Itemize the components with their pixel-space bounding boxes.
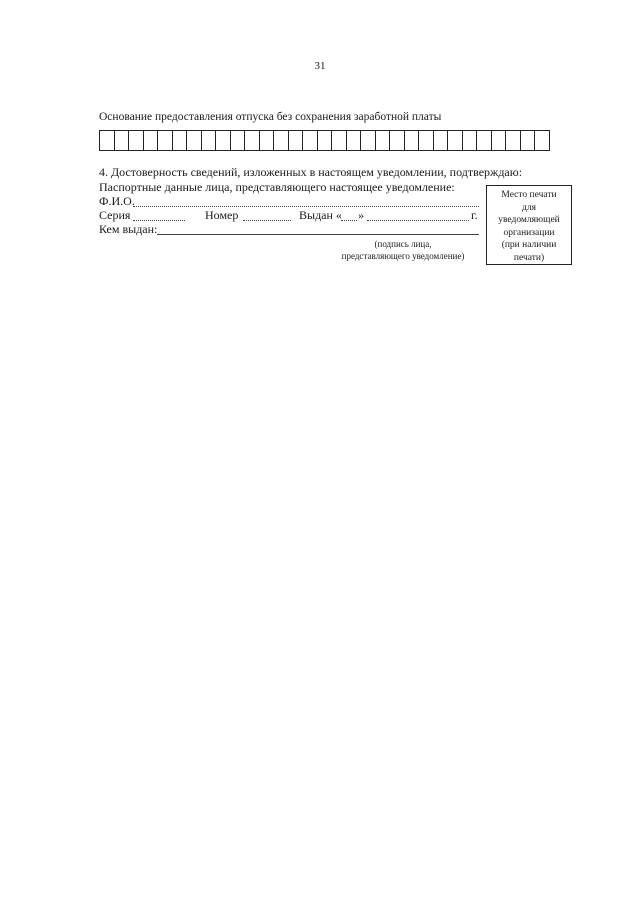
issued-by-label: Кем выдан: [99, 222, 158, 236]
passport-data-label: Паспортные данные лица, представляющего настоящее уведомление: [99, 180, 455, 194]
stamp-line2: для [522, 202, 536, 213]
stamp-line6: печати) [513, 252, 545, 263]
leave-basis-cell[interactable] [347, 130, 362, 151]
leave-basis-cell[interactable] [405, 130, 420, 151]
leave-basis-cell[interactable] [390, 130, 405, 151]
quote-close: » [358, 208, 364, 222]
leave-basis-cell[interactable] [144, 130, 159, 151]
leave-basis-cell[interactable] [419, 130, 434, 151]
issued-by-field[interactable] [99, 222, 479, 238]
leave-basis-label: Основание предоставления отпуска без сохранения заработной платы [99, 111, 442, 123]
leave-basis-cell[interactable] [361, 130, 376, 151]
leave-basis-cell[interactable] [260, 130, 275, 151]
leave-basis-cell[interactable] [506, 130, 521, 151]
leave-basis-cell[interactable] [303, 130, 318, 151]
leave-basis-cell[interactable] [245, 130, 260, 151]
leave-basis-cell[interactable] [158, 130, 173, 151]
leave-basis-cell[interactable] [492, 130, 507, 151]
leave-basis-cell[interactable] [463, 130, 478, 151]
leave-basis-cell[interactable] [332, 130, 347, 151]
issued-month-line[interactable] [367, 220, 469, 221]
signature-caption [320, 238, 486, 262]
stamp-line4: организации [503, 227, 555, 238]
leave-basis-cell[interactable] [318, 130, 333, 151]
page-number: 31 [314, 60, 326, 72]
leave-basis-cell[interactable] [115, 130, 130, 151]
leave-basis-cell[interactable] [477, 130, 492, 151]
fio-label: Ф.И.О. [99, 194, 135, 208]
leave-basis-cell[interactable] [274, 130, 289, 151]
signature-caption-line1: (подпись лица, [374, 239, 432, 249]
number-line[interactable] [243, 220, 291, 221]
stamp-line1: Место печати [501, 190, 557, 200]
leave-basis-cell[interactable] [376, 130, 391, 151]
year-suffix: г. [471, 208, 478, 222]
leave-basis-cell[interactable] [129, 130, 144, 151]
leave-basis-cell[interactable] [202, 130, 217, 151]
section-4-heading: 4. Достоверность сведений, изложенных в настоящем уведомлении, подтверждаю: [99, 165, 523, 179]
series-label: Серия [99, 208, 131, 222]
number-label: Номер [205, 208, 239, 222]
leave-basis-cell[interactable] [100, 130, 115, 151]
leave-basis-cells[interactable] [99, 130, 550, 151]
leave-basis-cell[interactable] [216, 130, 231, 151]
signature-caption-line2: представляющего уведомление) [341, 251, 465, 261]
leave-basis-cell[interactable] [434, 130, 449, 151]
leave-basis-cell[interactable] [231, 130, 246, 151]
leave-basis-cell[interactable] [187, 130, 202, 151]
leave-basis-cell[interactable] [535, 130, 550, 151]
leave-basis-cell[interactable] [173, 130, 188, 151]
fio-line [133, 206, 479, 207]
stamp-place-box [486, 185, 572, 265]
series-line[interactable] [133, 220, 185, 221]
leave-basis-cell[interactable] [289, 130, 304, 151]
leave-basis-cell[interactable] [521, 130, 536, 151]
stamp-line3: уведомляющей [498, 215, 560, 225]
issued-date-label: Выдан « [299, 208, 342, 222]
issued-day-line[interactable] [341, 220, 357, 221]
stamp-line5: (при наличии [501, 240, 557, 250]
issued-by-line [157, 234, 479, 235]
leave-basis-cell[interactable] [448, 130, 463, 151]
